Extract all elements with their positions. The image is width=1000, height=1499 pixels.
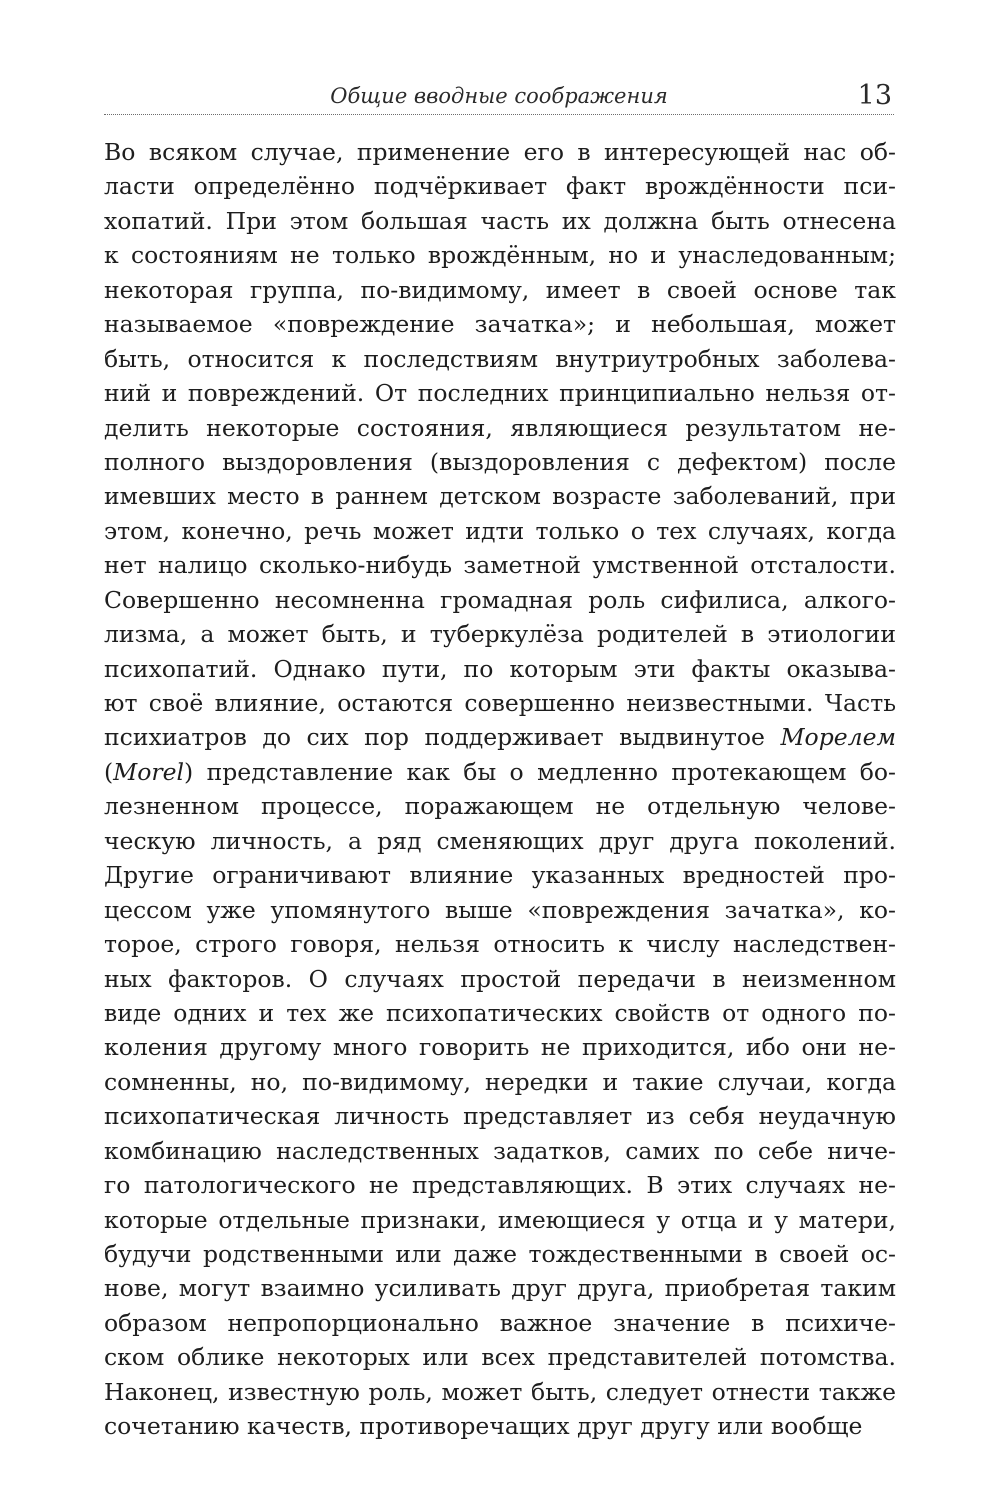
text-line: (Morel) представление как бы о медленно протекающем бо-: [104, 757, 896, 786]
running-title: Общие вводные соображения: [330, 84, 668, 108]
text-line: сочетанию качеств, противоречащих друг другу или вообще: [104, 1412, 863, 1441]
text-line: го патологического не представляющих. В этих случаях не-: [104, 1171, 896, 1200]
text-line: сомненны, но, по-видимому, нередки и такие случаи, когда: [104, 1067, 896, 1096]
text-line: нове, могут взаимно усиливать друг друга, приобретая таким: [104, 1274, 896, 1303]
text-line: ласти определённо подчёркивает факт врождённости пси-: [104, 172, 896, 201]
text-line: хопатий. При этом большая часть их должна быть отнесена: [104, 206, 896, 235]
text-line: коления другому много говорить не приходится, ибо они не-: [104, 1033, 896, 1062]
italic-name: Morel: [113, 757, 185, 786]
text-line: имевших место в раннем детском возрасте заболеваний, при: [104, 482, 896, 511]
text-line: к состояниям не только врождённым, но и унаследованным;: [104, 241, 896, 270]
text-line: Совершенно несомненна громадная роль сифилиса, алкого-: [104, 585, 896, 614]
text-line: нет налицо сколько-нибудь заметной умственной отсталости.: [104, 551, 896, 580]
text-line: психопатий. Однако пути, по которым эти факты оказыва-: [104, 654, 896, 683]
text-line: ний и повреждений. От последних принципиально нельзя от-: [104, 379, 896, 408]
text-line: быть, относится к последствиям внутриутробных заболева-: [104, 344, 896, 373]
body-text: [104, 135, 896, 1444]
text-line: некоторая группа, по-видимому, имеет в своей основе так: [104, 275, 896, 304]
text-line: будучи родственными или даже тождественными в своей ос-: [104, 1240, 896, 1268]
text-line: Наконец, известную роль, может быть, следует отнести также: [104, 1377, 896, 1406]
running-header: [104, 78, 894, 115]
text-line: полного выздоровления (выздоровления с дефектом) после: [104, 447, 896, 476]
text-line: образом непропорционально важное значение в психиче-: [104, 1308, 896, 1337]
text-line: лезненном процессе, поражающем не отдельную челове-: [104, 792, 896, 821]
text-line: Во всяком случае, применение его в интересующей нас об-: [104, 138, 896, 166]
text-line: ском облике некоторых или всех представителей потомства.: [104, 1343, 896, 1372]
text-line: Другие ограничивают влияние указанных вредностей про-: [104, 861, 896, 890]
text-line: делить некоторые состояния, являющиеся результатом не-: [104, 413, 896, 442]
text-line: лизма, а может быть, и туберкулёза родителей в этиологии: [104, 620, 896, 649]
text-line: этом, конечно, речь может идти только о тех случаях, когда: [104, 516, 896, 545]
text-line: называемое «повреждение зачатка»; и небольшая, может: [104, 310, 896, 339]
text-line: цессом уже упомянутого выше «повреждения зачатка», ко-: [104, 895, 896, 924]
text-line: психиатров до сих пор поддерживает выдвинутое Морелем: [104, 723, 896, 752]
text-line: которые отдельные признаки, имеющиеся у отца и у матери,: [104, 1205, 896, 1234]
italic-name: Морелем: [780, 723, 896, 752]
text-line: ных факторов. О случаях простой передачи в неизменном: [104, 964, 896, 993]
text-line: ют своё влияние, остаются совершенно неизвестными. Часть: [104, 689, 896, 717]
text-line: ческую личность, а ряд сменяющих друг друга поколений.: [104, 826, 896, 855]
text-line: комбинацию наследственных задатков, самих по себе ниче-: [104, 1136, 896, 1165]
text-line: виде одних и тех же психопатических свойств от одного по-: [104, 998, 896, 1027]
text-line: психопатическая личность представляет из себя неудачную: [104, 1102, 896, 1131]
page-number: 13: [857, 80, 892, 111]
text-line: торое, строго говоря, нельзя относить к числу наследствен-: [104, 930, 896, 959]
